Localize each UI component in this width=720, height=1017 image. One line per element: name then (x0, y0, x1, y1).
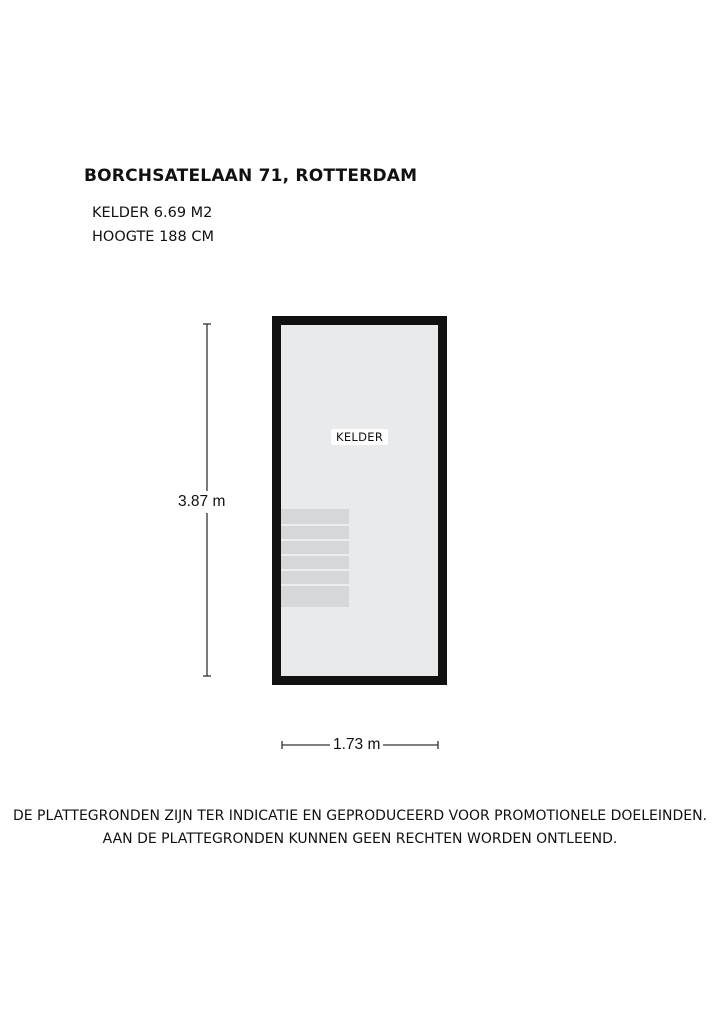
width-dimension-label: 1.73 m (330, 736, 383, 754)
height-dimension-label: 3.87 m (178, 491, 225, 513)
disclaimer-line-2: AAN DE PLATTEGRONDEN KUNNEN GEEN RECHTEN WORDEN ONTLEEND. (102, 831, 618, 847)
staircase (281, 509, 349, 607)
disclaimer-line-1: DE PLATTEGRONDEN ZIJN TER INDICATIE EN GEPRODUCEERD VOOR PROMOTIONELE DOELEINDEN. (12, 808, 708, 824)
address-title: BORCHSATELAAN 71, ROTTERDAM (84, 166, 418, 186)
room-label: KELDER (331, 429, 388, 445)
room-floor (281, 325, 438, 676)
room-area-text: KELDER 6.69 M2 (92, 205, 213, 221)
ceiling-height-text: HOOGTE 188 CM (92, 229, 214, 245)
